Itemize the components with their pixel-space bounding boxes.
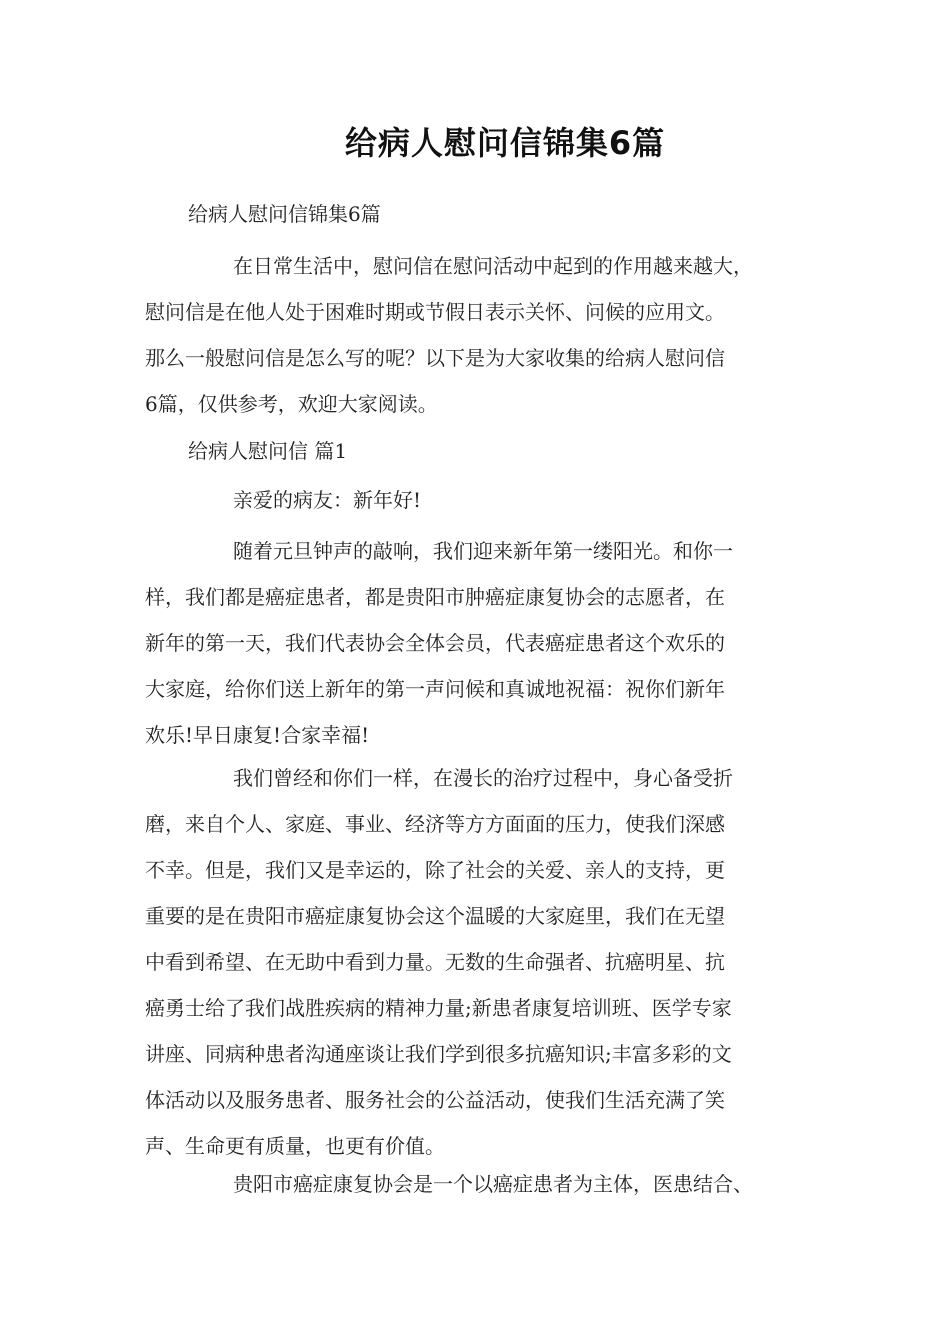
paragraph-line: 癌勇士给了我们战胜疾病的精神力量;新患者康复培训班、医学专家 bbox=[145, 996, 732, 1020]
paragraph-line: 随着元旦钟声的敲响，我们迎来新年第一缕阳光。和你一 bbox=[233, 539, 733, 563]
paragraph-line: 在日常生活中，慰问信在慰问活动中起到的作用越来越大， bbox=[233, 254, 753, 278]
paragraph-line: 那么一般慰问信是怎么写的呢？以下是为大家收集的给病人慰问信 bbox=[145, 346, 725, 370]
paragraph-line: 中看到希望、在无助中看到力量。无数的生命强者、抗癌明星、抗 bbox=[145, 950, 725, 974]
paragraph-line: 亲爱的病友：新年好! bbox=[233, 488, 422, 512]
paragraph-line: 大家庭，给你们送上新年的第一声问候和真诚地祝福：祝你们新年 bbox=[145, 677, 725, 701]
paragraph-line: 不幸。但是，我们又是幸运的，除了社会的关爱、亲人的支持，更 bbox=[145, 858, 725, 882]
paragraph-line: 给病人慰问信 篇1 bbox=[188, 439, 348, 463]
paragraph-line: 讲座、同病种患者沟通座谈让我们学到很多抗癌知识;丰富多彩的文 bbox=[145, 1042, 732, 1066]
paragraph-line: 欢乐!早日康复!合家幸福! bbox=[145, 723, 370, 747]
paragraph-line: 磨，来自个人、家庭、事业、经济等方方面面的压力，使我们深感 bbox=[145, 812, 725, 836]
paragraph-line: 我们曾经和你们一样，在漫长的治疗过程中，身心备受折 bbox=[233, 766, 733, 790]
paragraph-line: 重要的是在贵阳市癌症康复协会这个温暖的大家庭里，我们在无望 bbox=[145, 904, 725, 928]
document-title: 给病人慰问信锦集6篇 bbox=[344, 124, 666, 162]
paragraph-line: 贵阳市癌症康复协会是一个以癌症患者为主体，医患结合、 bbox=[233, 1172, 753, 1196]
paragraph-line: 慰问信是在他人处于困难时期或节假日表示关怀、问候的应用文。 bbox=[145, 300, 725, 324]
paragraph-line: 样，我们都是癌症患者，都是贵阳市肿癌症康复协会的志愿者，在 bbox=[145, 585, 725, 609]
paragraph-line: 6篇，仅供参考，欢迎大家阅读。 bbox=[145, 392, 438, 416]
paragraph-line: 给病人慰问信锦集6篇 bbox=[188, 202, 381, 226]
paragraph-line: 声、生命更有质量，也更有价值。 bbox=[145, 1134, 445, 1158]
paragraph-line: 新年的第一天，我们代表协会全体会员，代表癌症患者这个欢乐的 bbox=[145, 631, 725, 655]
paragraph-line: 体活动以及服务患者、服务社会的公益活动，使我们生活充满了笑 bbox=[145, 1088, 725, 1112]
